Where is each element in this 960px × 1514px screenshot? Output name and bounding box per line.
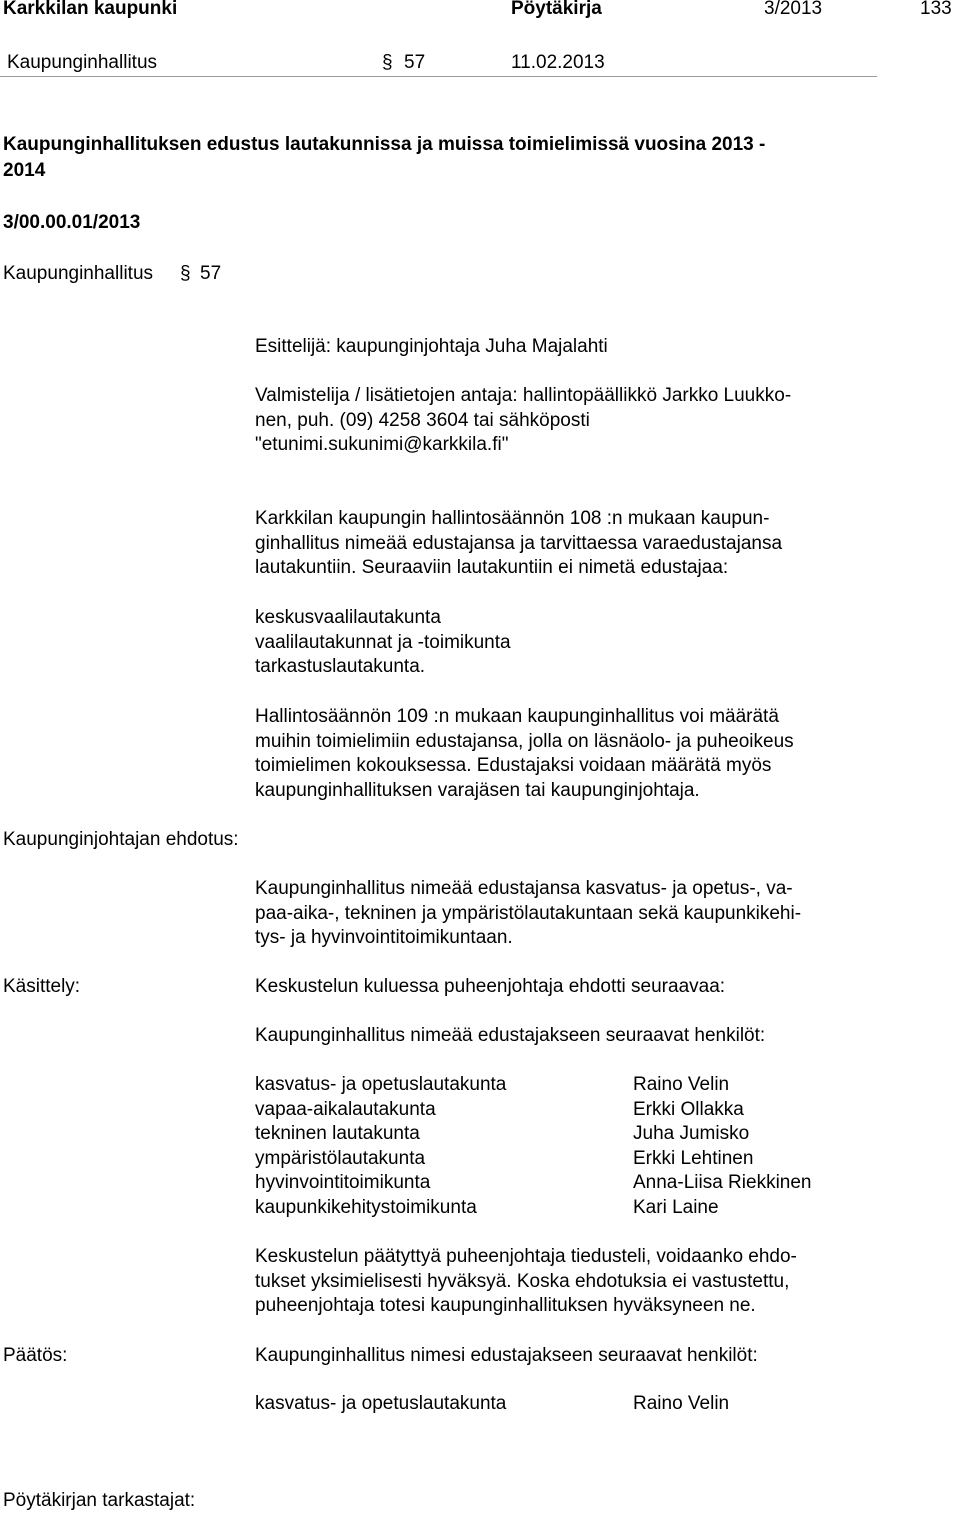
- section-ref-number: 57: [200, 263, 222, 284]
- proposal-text: [255, 877, 905, 951]
- decision-representatives-table: [255, 1392, 729, 1417]
- committee-name: ympäristölautakunta: [255, 1147, 426, 1169]
- preparer-line: "etunimi.sukunimi@karkkila.fi": [255, 434, 509, 455]
- handling-closing-line: puheenjohtaja totesi kaupunginhallituksen hyväksyneen ne.: [255, 1295, 756, 1316]
- handling-intro: [255, 1024, 905, 1049]
- representative-name: Juha Jumisko: [633, 1123, 750, 1145]
- presenter-block: [255, 335, 905, 360]
- rule-109-line: toimielimen kokouksessa. Edustajaksi voidaan määrätä myös: [255, 755, 772, 776]
- intro-paragraph: [255, 507, 905, 581]
- section-number: 57: [404, 52, 426, 73]
- rule-109-line: kaupunginhallituksen varajäsen tai kaupunginjohtaja.: [255, 779, 700, 801]
- table-row: [255, 1392, 729, 1417]
- handling-label: Käsittely:: [3, 976, 81, 997]
- page-title-line-1: Kaupunginhallituksen edustus lautakunnissa ja muissa toimielimissä vuosina 2013 -: [3, 134, 766, 155]
- handling-representatives-table: [255, 1073, 812, 1221]
- rule-109-line: muihin toimielimiin edustajansa, jolla on läsnäolo- ja puheoikeus: [255, 730, 794, 752]
- preparer-block: [255, 384, 905, 458]
- representative-name: Anna-Liisa Riekkinen: [633, 1172, 812, 1194]
- section-ref-body: Kaupunginhallitus: [3, 263, 154, 284]
- page-number: 133: [920, 0, 952, 19]
- committee-name: kasvatus- ja opetuslautakunta: [255, 1074, 507, 1095]
- handling-closing: [255, 1245, 905, 1319]
- meeting-date: 11.02.2013: [511, 52, 605, 73]
- committee-name: kaupunkikehitystoimikunta: [255, 1196, 477, 1218]
- representative-name: Kari Laine: [633, 1196, 719, 1218]
- reference-number: 3/00.00.01/2013: [3, 212, 141, 233]
- representative-name: Raino Velin: [633, 1074, 730, 1095]
- rule-109-line: Hallintosäännön 109 :n mukaan kaupunginhallitus voi määrätä: [255, 706, 779, 727]
- representative-name: Raino Velin: [633, 1393, 730, 1414]
- representative-name: Erkki Ollakka: [633, 1098, 744, 1120]
- committee-name: hyvinvointitoimikunta: [255, 1172, 431, 1194]
- table-row: [255, 1196, 812, 1221]
- committee-name: vapaa-aikalautakunta: [255, 1098, 436, 1120]
- decision-text: [255, 1344, 905, 1369]
- handling-line: Kaupunginhallitus nimeää edustajakseen seuraavat henkilöt:: [255, 1025, 766, 1046]
- table-row: [255, 1098, 812, 1123]
- section-mark-icon: §: [180, 263, 191, 284]
- intro-line: Karkkilan kaupungin hallintosäännön 108 :n mukaan kaupun-: [255, 508, 770, 529]
- presenter: Esittelijä: kaupunginjohtaja Juha Majalahti: [255, 336, 608, 357]
- decision-line: Kaupunginhallitus nimesi edustajakseen seuraavat henkilöt:: [255, 1345, 758, 1366]
- representative-name: Erkki Lehtinen: [633, 1147, 754, 1169]
- section-mark-icon: §: [382, 52, 393, 73]
- decision-label: Päätös:: [3, 1345, 68, 1366]
- committee-name: kasvatus- ja opetuslautakunta: [255, 1393, 507, 1414]
- handling-closing-line: Keskustelun päätyttyä puheenjohtaja tiedusteli, voidaanko ehdo-: [255, 1246, 797, 1267]
- table-row: [255, 1147, 812, 1172]
- committee-name: tekninen lautakunta: [255, 1123, 420, 1145]
- intro-line: ginhallitus nimeää edustajansa ja tarvittaessa varaedustajansa: [255, 532, 783, 554]
- rule-109-paragraph: [255, 705, 905, 803]
- proposal-label: Kaupunginjohtajan ehdotus:: [3, 829, 239, 850]
- table-row: [255, 1171, 812, 1196]
- handling-text: [255, 975, 905, 1000]
- proposal-line: Kaupunginhallitus nimeää edustajansa kasvatus- ja opetus-, va-: [255, 878, 793, 899]
- excluded-committees: [255, 606, 905, 680]
- handling-closing-line: tukset yksimielisesti hyväksyä. Koska ehdotuksia ei vastustettu,: [255, 1270, 790, 1292]
- document-type: Pöytäkirja: [511, 0, 602, 19]
- minutes-checkers-label: Pöytäkirjan tarkastajat:: [3, 1490, 196, 1511]
- document-number: 3/2013: [764, 0, 823, 19]
- excluded-item: keskusvaalilautakunta: [255, 607, 441, 628]
- meeting-body: Kaupunginhallitus: [7, 52, 158, 73]
- preparer-line: nen, puh. (09) 4258 3604 tai sähköposti: [255, 409, 590, 431]
- excluded-item: tarkastuslautakunta.: [255, 656, 426, 677]
- city-name: Karkkilan kaupunki: [3, 0, 178, 19]
- header-divider: [0, 76, 877, 77]
- table-row: [255, 1122, 812, 1147]
- page-title-line-2: 2014: [3, 160, 46, 181]
- preparer-line: Valmistelija / lisätietojen antaja: hallintopäällikkö Jarkko Luukko-: [255, 385, 792, 406]
- excluded-item: vaalilautakunnat ja -toimikunta: [255, 631, 511, 653]
- proposal-line: paa-aika-, tekninen ja ympäristölautakuntaan sekä kaupunkikehi-: [255, 902, 802, 924]
- handling-line: Keskustelun kuluessa puheenjohtaja ehdotti seuraavaa:: [255, 976, 726, 997]
- proposal-line: tys- ja hyvinvointitoimikuntaan.: [255, 927, 513, 948]
- intro-line: lautakuntiin. Seuraaviin lautakuntiin ei nimetä edustajaa:: [255, 557, 729, 578]
- table-row: [255, 1073, 812, 1098]
